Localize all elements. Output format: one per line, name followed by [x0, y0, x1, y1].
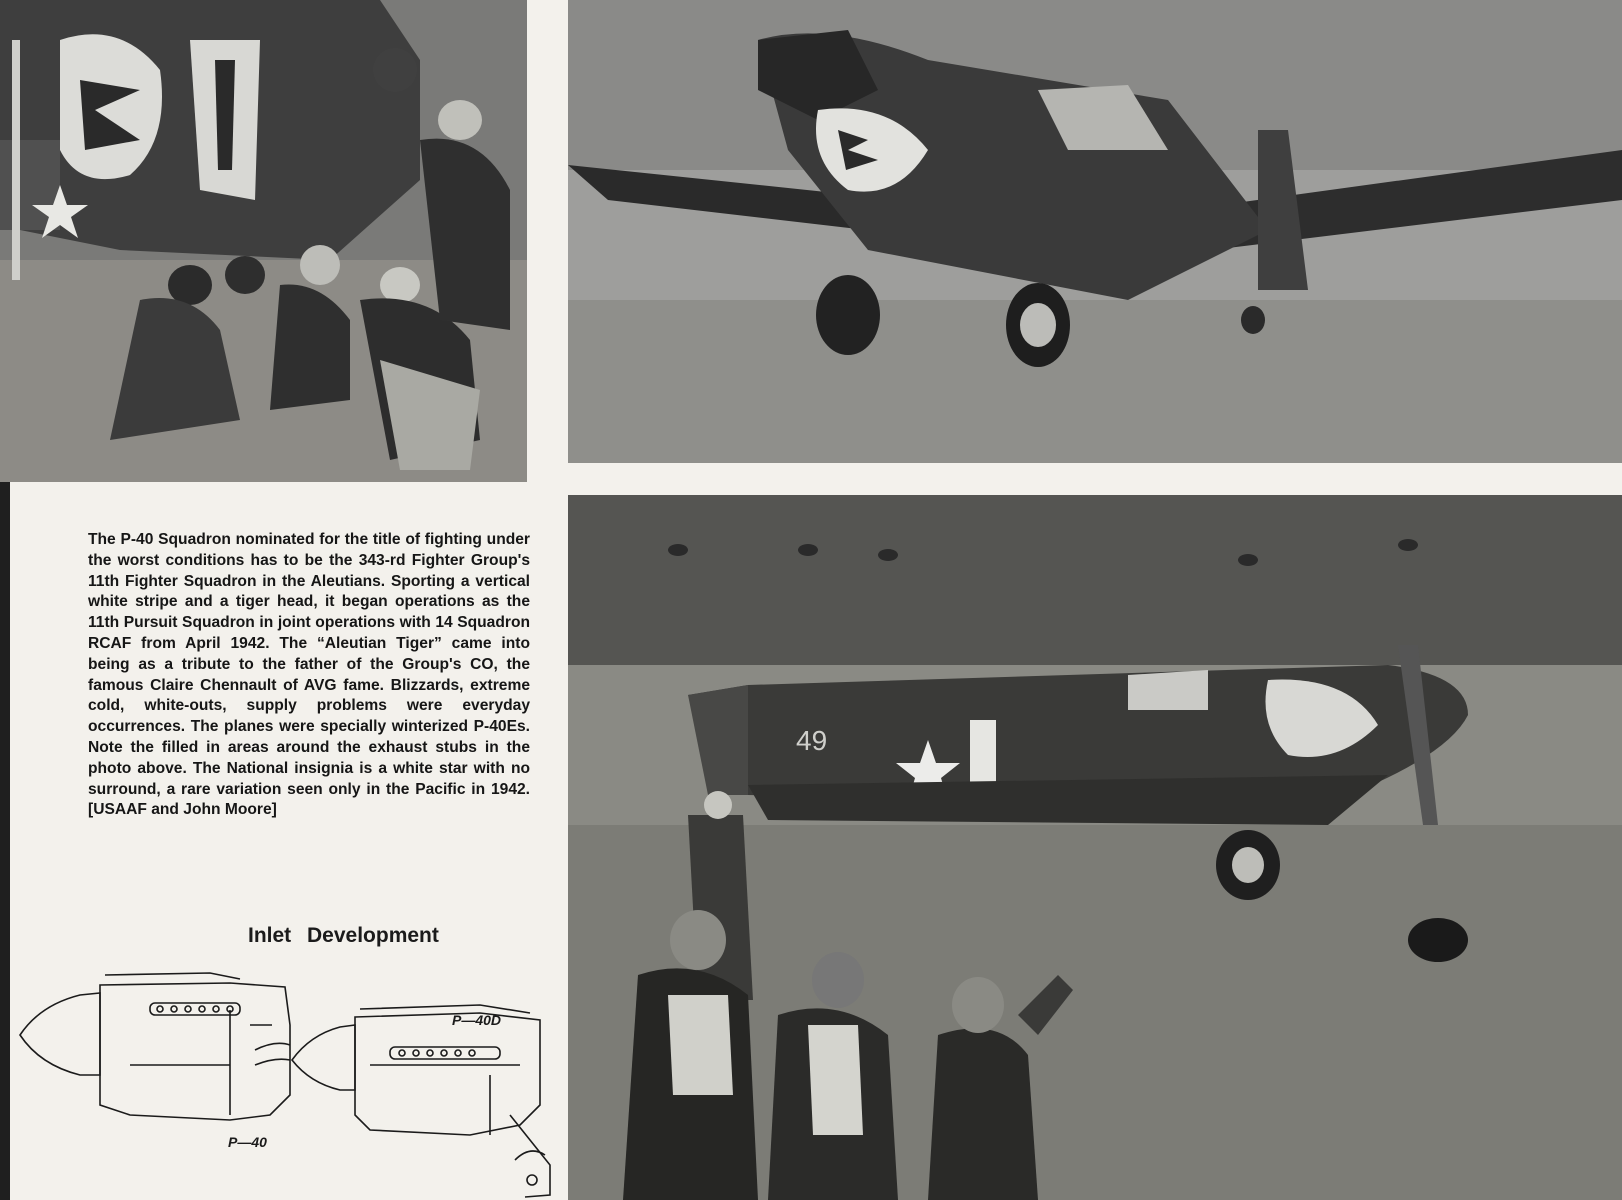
page-edge-shadow [0, 482, 10, 1200]
diagram-title: Inlet Development [248, 924, 439, 947]
p40-nose-drawing [20, 973, 290, 1120]
photo-caption: The P-40 Squadron nominated for the title of fighting under the worst conditions has to be the 343-rd Fighter Group's 11th Fighter Squadron in the Aleutians. Sporting a vertical white stripe and a tiger head, it began operations as the 11th Pursuit Squadron in joint operations with 14 Squadron RCAF from April 1942. The “Aleutian Tiger” came into being as a tribute to the father of the Group's CO, the famous Claire Chennault of AVG fame. Blizzards, extreme cold, white-outs, supply problems were everyday occurrences. The planes were specially winterized P-40Es. Note the filled in areas around the exhaust stubs in the photo above. The National insignia is a white star with no surround, a rare variation seen only in the Pacific in 1942. [USAAF and John Moore] [88, 531, 530, 819]
inlet-development-drawing [10, 965, 565, 1200]
p40d-nose-drawing [292, 1005, 550, 1197]
label-p40d: P—40D [452, 1012, 502, 1028]
photo-field-p40-49 [568, 495, 1622, 1200]
photo-tiger-nose-p40 [568, 0, 1622, 463]
field-aircraft-number: 49 [796, 725, 828, 756]
label-p40: P—40 [228, 1134, 267, 1150]
photo-crew-under-p40 [0, 0, 527, 482]
